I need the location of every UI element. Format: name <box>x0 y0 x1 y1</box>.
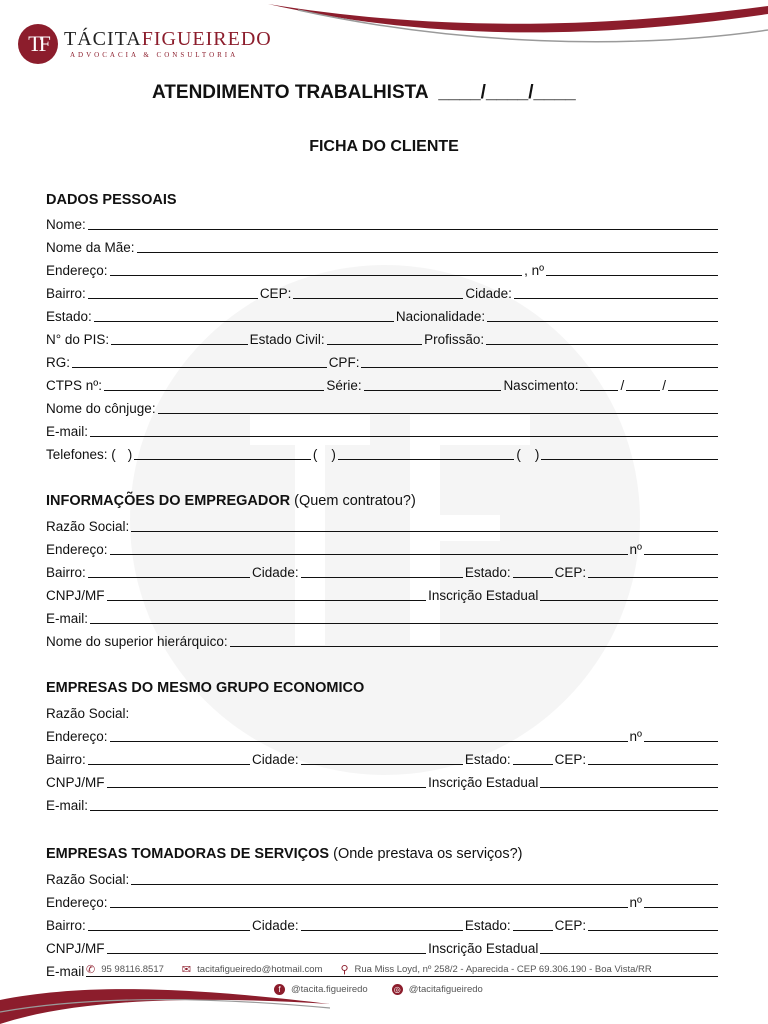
footer-instagram: ◎ @tacitafigueiredo <box>393 984 483 995</box>
mail-icon: ✉ <box>181 964 192 976</box>
group-row-bairro[interactable]: Bairro: Cidade: Estado: CEP: <box>46 749 720 767</box>
section-heading-personal: DADOS PESSOAIS <box>46 192 177 208</box>
employer-row-razao[interactable]: Razão Social: <box>46 516 720 534</box>
services-row-razao[interactable]: Razão Social: <box>46 869 720 887</box>
brand-logo <box>18 24 272 64</box>
section-heading-employer: INFORMAÇÕES DO EMPREGADOR (Quem contratou?) <box>46 493 416 509</box>
group-row-razao[interactable]: Razão Social: <box>46 706 130 721</box>
employer-row-bairro[interactable]: Bairro: Cidade: Estado: CEP: <box>46 562 720 580</box>
field-row-mae[interactable]: Nome da Mãe: <box>46 237 720 255</box>
field-row-telefones[interactable]: Telefones: ( ) ( ) ( ) <box>46 444 720 462</box>
services-row-endereco[interactable]: Endereço: nº <box>46 892 720 910</box>
footer-facebook: f @tacita.figueiredo <box>274 984 368 995</box>
employer-row-email[interactable]: E-mail: <box>46 608 720 626</box>
services-row-bairro[interactable]: Bairro: Cidade: Estado: CEP: <box>46 915 720 933</box>
brand-name: TÁCITAFIGUEIREDO <box>64 28 272 50</box>
field-row-ctps[interactable]: CTPS nº: Série: Nascimento: / / <box>46 375 720 393</box>
employer-row-superior[interactable]: Nome do superior hierárquico: <box>46 631 720 649</box>
brand-emblem: TF <box>18 24 58 64</box>
footer-contacts <box>86 963 652 976</box>
field-row-pis[interactable]: N° do PIS: Estado Civil: Profissão: <box>46 329 720 347</box>
page-subtitle: FICHA DO CLIENTE <box>309 138 459 155</box>
footer-email: ✉ tacitafigueiredo@hotmail.com <box>181 964 323 976</box>
footer-social <box>274 984 483 995</box>
brand-tagline: ADVOCACIA & CONSULTORIA <box>70 51 239 59</box>
employer-row-cnpj[interactable]: CNPJ/MF Inscrição Estadual <box>46 585 720 603</box>
field-row-nome[interactable]: Nome: <box>46 214 720 232</box>
section-heading-services: EMPRESAS TOMADORAS DE SERVIÇOS (Onde prestava os serviços?) <box>46 846 523 862</box>
footer-address: ⚲ Rua Miss Loyd, nº 258/2 - Aparecida - CEP 69.306.190 - Boa Vista/RR <box>340 964 652 976</box>
field-row-email[interactable]: E-mail: <box>46 421 720 439</box>
employer-row-endereco[interactable]: Endereço: nº <box>46 539 720 557</box>
section-heading-group: EMPRESAS DO MESMO GRUPO ECONOMICO <box>46 680 365 696</box>
field-row-rg[interactable]: RG: CPF: <box>46 352 720 370</box>
page-title: ATENDIMENTO TRABALHISTA ____/____/____ <box>152 82 576 103</box>
field-row-endereco[interactable]: Endereço: , nº <box>46 260 720 278</box>
group-row-cnpj[interactable]: CNPJ/MF Inscrição Estadual <box>46 772 720 790</box>
whatsapp-icon: ✆ <box>86 964 96 976</box>
group-row-email[interactable]: E-mail: <box>46 795 720 813</box>
footer-phone: ✆ 95 98116.8517 <box>86 964 164 976</box>
services-row-cnpj[interactable]: CNPJ/MF Inscrição Estadual <box>46 938 720 956</box>
header-swoosh-decoration <box>208 0 768 80</box>
instagram-icon: ◎ <box>392 984 403 995</box>
group-row-endereco[interactable]: Endereço: nº <box>46 726 720 744</box>
field-row-estado[interactable]: Estado: Nacionalidade: <box>46 306 720 324</box>
field-row-conjuge[interactable]: Nome do cônjuge: <box>46 398 720 416</box>
location-pin-icon: ⚲ <box>340 964 349 976</box>
facebook-icon: f <box>274 984 285 995</box>
field-row-bairro[interactable]: Bairro: CEP: Cidade: <box>46 283 720 301</box>
services-row-email[interactable]: E-mail <box>46 961 720 979</box>
